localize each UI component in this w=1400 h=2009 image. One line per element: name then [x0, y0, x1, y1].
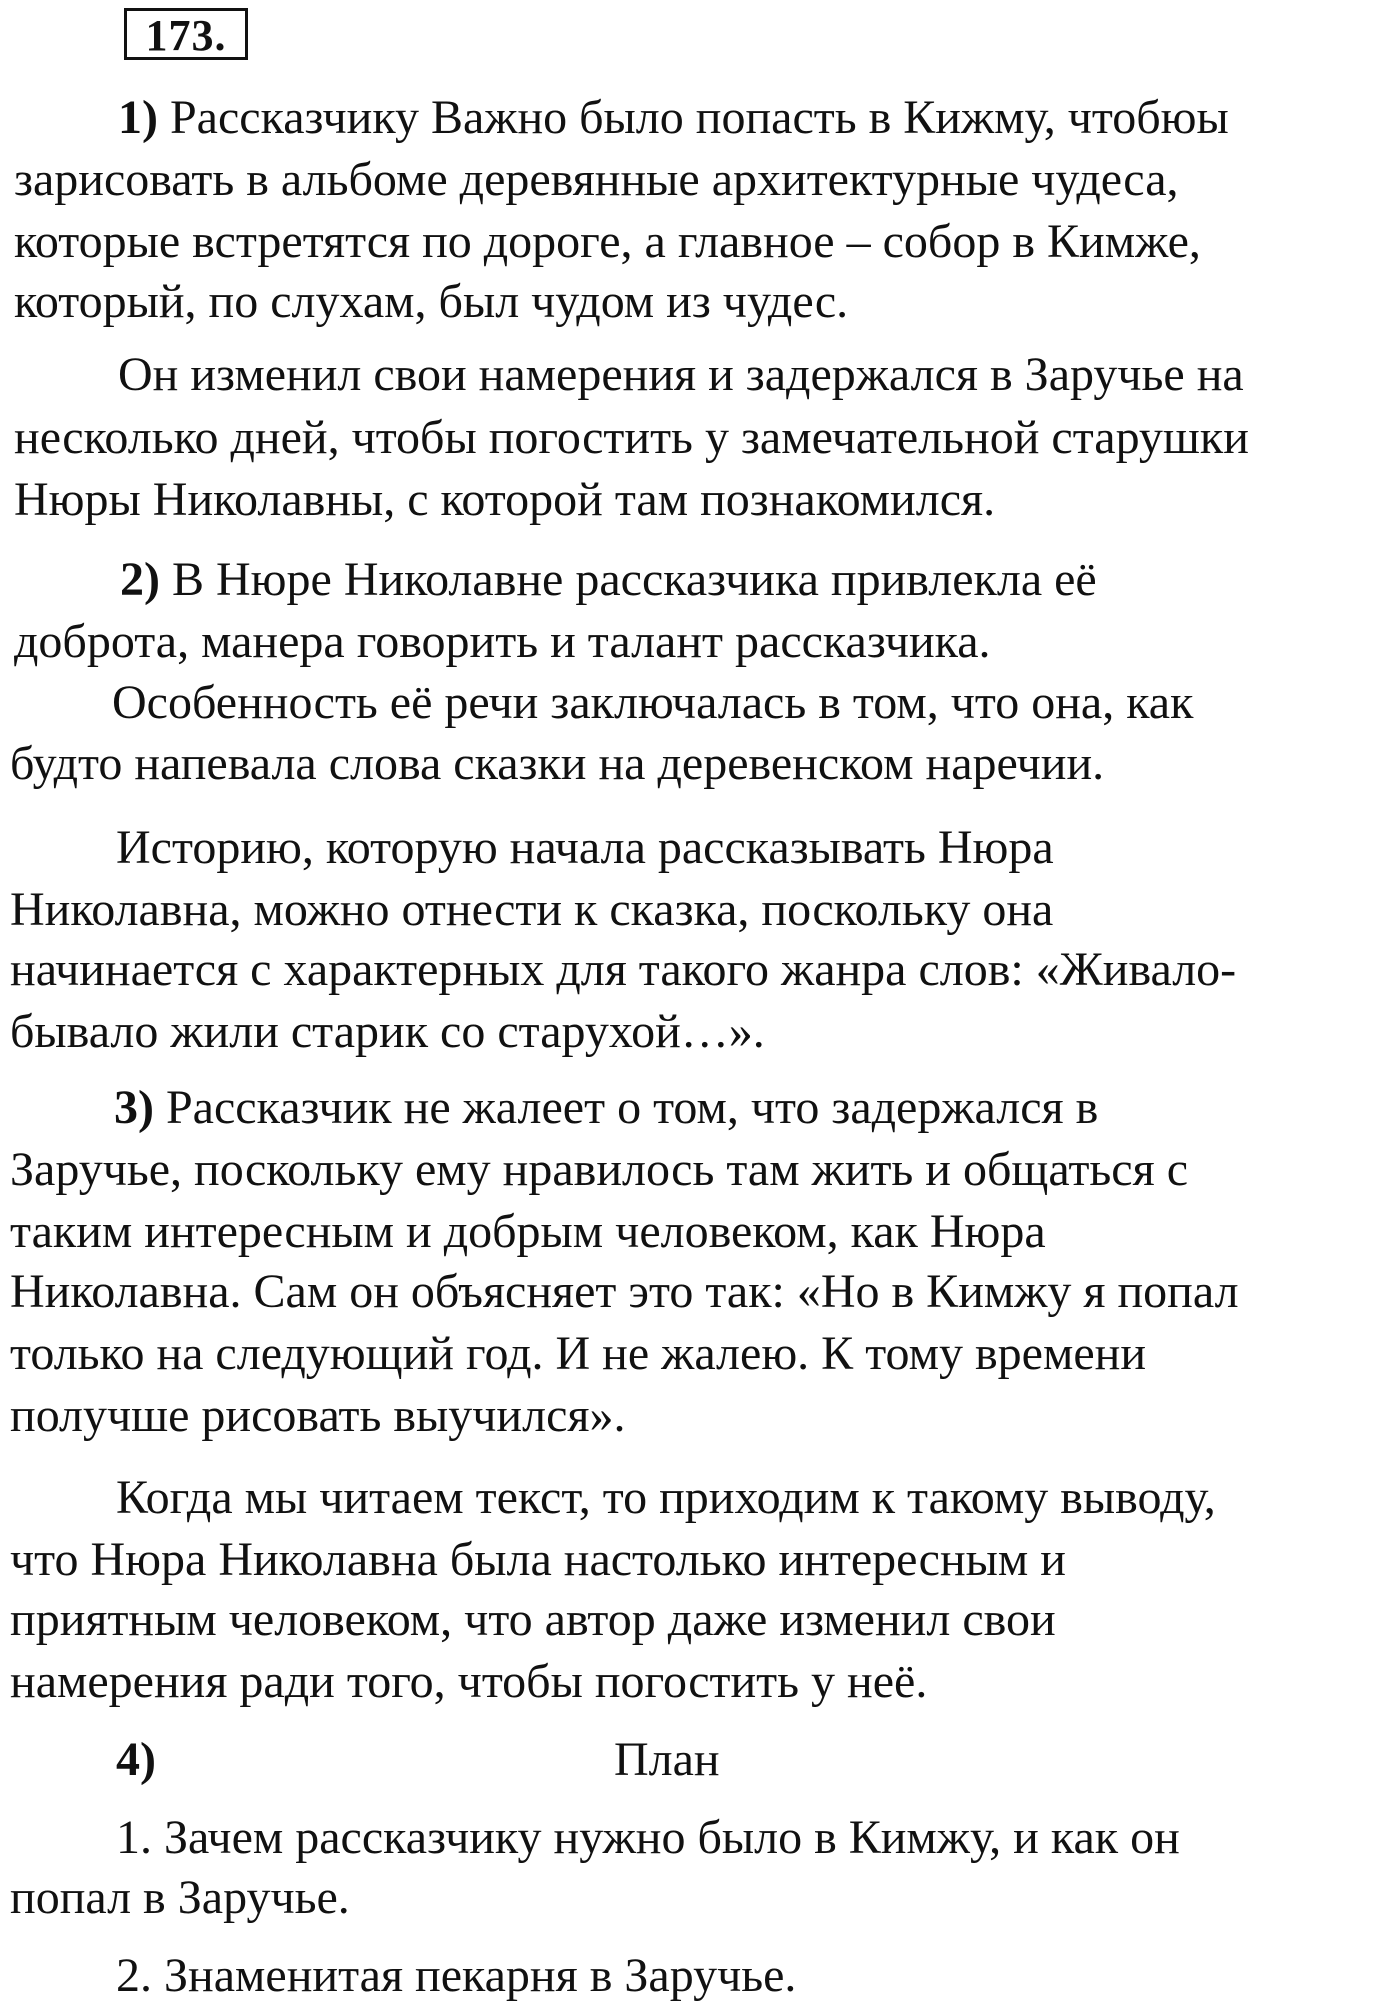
plan-item-2: 2. Знаменитая пекарня в Заручье.: [116, 1949, 797, 2002]
answer-3-line-5: только на следующий год. И не жалею. К тому времени: [10, 1327, 1147, 1380]
plan-item-1-line-2: попал в Заручье.: [10, 1871, 350, 1924]
answer-4-marker-line: [116, 1730, 156, 1790]
answer-4-marker: 4): [116, 1733, 156, 1786]
answer-3-line-6: получше рисовать выучился».: [10, 1389, 626, 1442]
answer-1-marker: 1): [118, 91, 158, 144]
answer-2-line-4: будто напевала слова сказки на деревенском наречии.: [10, 737, 1105, 790]
answer-2-line-7: начинается с характерных для такого жанра слов: «Живало-: [10, 943, 1237, 996]
answer-1-line-4: который, по слухам, был чудом из чудес.: [14, 275, 849, 328]
answer-3-line-8: что Нюра Николавна была настолько интересным и: [10, 1533, 1066, 1586]
answer-2-marker: 2): [120, 553, 160, 606]
answer-3-text: Рассказчик не жалеет о том, что задержался в: [165, 1081, 1099, 1134]
plan-title: План: [614, 1733, 720, 1786]
answer-2-line-2: доброта, манера говорить и талант рассказчика.: [14, 615, 991, 668]
answer-3-line-3: таким интересным и добрым человеком, как Нюра: [10, 1205, 1046, 1258]
answer-2-text: В Нюре Николавне рассказчика привлекла её: [171, 553, 1097, 606]
answer-1-line-2: зарисовать в альбоме деревянные архитектурные чудеса,: [14, 153, 1179, 206]
answer-1-line-5: Он изменил свои намерения и задержался в Заручье на: [118, 348, 1244, 401]
answer-3-line-7: Когда мы читаем текст, то приходим к такому выводу,: [116, 1471, 1216, 1524]
answer-2-line-8: бывало жили старик со старухой…».: [10, 1005, 765, 1058]
answer-3-line-1: [114, 1078, 1098, 1138]
answer-2-line-5: Историю, которую начала рассказывать Нюра: [116, 821, 1054, 874]
answer-1-text: Рассказчику Важно было попасть в Кижму, чтобюы: [169, 91, 1229, 144]
answer-3-marker: 3): [114, 1081, 154, 1134]
answer-3-line-9: приятным человеком, что автор даже изменил свои: [10, 1593, 1056, 1646]
task-number-box: 173.: [124, 8, 248, 60]
answer-1-line-1: [118, 88, 1229, 148]
answer-1-line-3: которые встретятся по дороге, а главное – собор в Кимже,: [14, 215, 1201, 268]
answer-2-line-3: Особенность её речи заключалась в том, что она, как: [112, 676, 1194, 729]
answer-1-line-7: Нюры Николавны, с которой там познакомился.: [14, 473, 996, 526]
answer-1-line-6: несколько дней, чтобы погостить у замечательной старушки: [14, 411, 1249, 464]
answer-3-line-4: Николавна. Сам он объясняет это так: «Но в Кимжу я попал: [10, 1265, 1239, 1318]
plan-item-1-line-1: 1. Зачем рассказчику нужно было в Кимжу, и как он: [116, 1811, 1180, 1864]
answer-3-line-10: намерения ради того, чтобы погостить у неё.: [10, 1655, 928, 1708]
answer-2-line-1: [120, 550, 1097, 610]
answer-2-line-6: Николавна, можно отнести к сказка, поскольку она: [10, 883, 1054, 936]
answer-3-line-2: Заручье, поскольку ему нравилось там жить и общаться с: [10, 1143, 1188, 1196]
